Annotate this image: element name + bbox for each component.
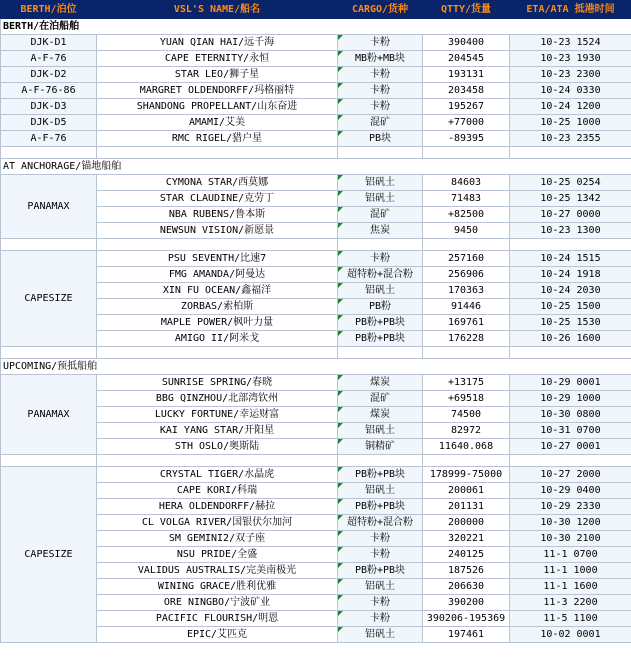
cargo-cell: PB粉+PB块 — [338, 331, 423, 347]
qty-cell: 240125 — [423, 547, 510, 563]
qty-cell: 82972 — [423, 423, 510, 439]
vessel-cell: RMC RIGEL/猎户星 — [97, 131, 338, 147]
berth-cell: A-F-76-86 — [1, 83, 97, 99]
cargo-cell: 混矿 — [338, 115, 423, 131]
berth-cell: DJK-D1 — [1, 35, 97, 51]
table-row — [1, 51, 631, 67]
qty-cell: 390206-195369 — [423, 611, 510, 627]
cargo-cell: PB粉+PB块 — [338, 315, 423, 331]
cargo-cell: MB粉+MB块 — [338, 51, 423, 67]
category-label: PANAMAX — [1, 375, 97, 455]
eta-cell: 11-1 1600 — [510, 579, 631, 595]
eta-cell: 10-25 1530 — [510, 315, 631, 331]
eta-cell: 10-29 0400 — [510, 483, 631, 499]
cargo-cell: 混矿 — [338, 391, 423, 407]
cargo-cell: 卡粉 — [338, 595, 423, 611]
cargo-cell: 卡粉 — [338, 99, 423, 115]
vessel-cell: SUNRISE SPRING/春晓 — [97, 375, 338, 391]
qty-cell: 257160 — [423, 251, 510, 267]
vessel-cell: XIN FU OCEAN/鑫福洋 — [97, 283, 338, 299]
empty-cell — [338, 147, 423, 159]
qty-cell: 390400 — [423, 35, 510, 51]
qty-cell: 203458 — [423, 83, 510, 99]
section-berth-row — [1, 19, 631, 35]
header-berth: BERTH/泊位 — [1, 1, 97, 19]
cargo-cell: 铝矾土 — [338, 283, 423, 299]
qty-cell: 71483 — [423, 191, 510, 207]
vessel-cell: ORE NINGBO/宁波矿业 — [97, 595, 338, 611]
eta-cell: 10-23 1930 — [510, 51, 631, 67]
vessel-cell: ZORBAS/索柏斯 — [97, 299, 338, 315]
category-label: CAPESIZE — [1, 467, 97, 643]
vessel-cell: NBA RUBENS/鲁本斯 — [97, 207, 338, 223]
eta-cell: 10-29 2330 — [510, 499, 631, 515]
cargo-cell: 卡粉 — [338, 251, 423, 267]
vessel-cell: LUCKY FORTUNE/幸运财富 — [97, 407, 338, 423]
cargo-cell: 卡粉 — [338, 547, 423, 563]
cargo-cell: PB粉+PB块 — [338, 467, 423, 483]
qty-cell: 390200 — [423, 595, 510, 611]
section-anchorage-title: AT ANCHORAGE/锚地船舶 — [1, 159, 631, 175]
header-row — [1, 1, 631, 19]
cargo-cell: PB粉 — [338, 299, 423, 315]
section-upcoming-row — [1, 359, 631, 375]
category-label: CAPESIZE — [1, 251, 97, 347]
section-upcoming-title: UPCOMING/预抵船舶 — [1, 359, 631, 375]
header-vessel: VSL'S NAME/船名 — [97, 1, 338, 19]
empty-cell — [97, 239, 338, 251]
empty-cell — [97, 347, 338, 359]
eta-cell: 10-23 1300 — [510, 223, 631, 239]
empty-cell — [338, 347, 423, 359]
cargo-cell: 煤炭 — [338, 407, 423, 423]
eta-cell: 10-24 2030 — [510, 283, 631, 299]
vessel-cell: MAPLE POWER/枫叶力量 — [97, 315, 338, 331]
qty-cell: 91446 — [423, 299, 510, 315]
cargo-cell: 铝矾土 — [338, 191, 423, 207]
cargo-cell: 卡粉 — [338, 67, 423, 83]
qty-cell: +69518 — [423, 391, 510, 407]
empty-cell — [97, 147, 338, 159]
vessel-cell: STH OSLO/奥斯陆 — [97, 439, 338, 455]
eta-cell: 10-26 1600 — [510, 331, 631, 347]
table-row — [1, 99, 631, 115]
vessel-cell: PSU SEVENTH/比速7 — [97, 251, 338, 267]
eta-cell: 10-24 1918 — [510, 267, 631, 283]
empty-cell — [423, 347, 510, 359]
header-eta: ETA/ATA 抵港时间 — [510, 1, 631, 19]
empty-cell — [1, 455, 97, 467]
vessel-cell: KAI YANG STAR/开阳星 — [97, 423, 338, 439]
empty-cell — [423, 147, 510, 159]
vessel-cell: SHANDONG PROPELLANT/山东奋进 — [97, 99, 338, 115]
empty-cell — [510, 147, 631, 159]
cargo-cell: 焦炭 — [338, 223, 423, 239]
eta-cell: 11-5 1100 — [510, 611, 631, 627]
cargo-cell: 超特粉+混合粉 — [338, 267, 423, 283]
vessel-cell: STAR CLAUDINE/克劳丁 — [97, 191, 338, 207]
berth-cell: A-F-76 — [1, 131, 97, 147]
eta-cell: 10-29 0001 — [510, 375, 631, 391]
empty-cell — [1, 147, 97, 159]
eta-cell: 10-30 0800 — [510, 407, 631, 423]
berth-cell: DJK-D5 — [1, 115, 97, 131]
qty-cell: 201131 — [423, 499, 510, 515]
header-cargo: CARGO/货种 — [338, 1, 423, 19]
table-row — [1, 251, 631, 267]
cargo-cell: 铝矾土 — [338, 627, 423, 643]
section-berth-title: BERTH/在泊船舶 — [1, 19, 631, 35]
empty-cell — [1, 347, 97, 359]
eta-cell: 10-25 1500 — [510, 299, 631, 315]
eta-cell: 10-30 1200 — [510, 515, 631, 531]
cargo-cell: 卡粉 — [338, 531, 423, 547]
vessel-cell: AMIGO II/阿米戈 — [97, 331, 338, 347]
vessel-cell: MARGRET OLDENDORFF/玛格丽特 — [97, 83, 338, 99]
table-row — [1, 35, 631, 51]
qty-cell: +13175 — [423, 375, 510, 391]
vessel-cell: NSU PRIDE/全盛 — [97, 547, 338, 563]
vessel-schedule-body — [1, 1, 631, 643]
eta-cell: 10-23 2355 — [510, 131, 631, 147]
eta-cell: 10-29 1000 — [510, 391, 631, 407]
table-row — [1, 115, 631, 131]
cargo-cell: 卡粉 — [338, 611, 423, 627]
berth-cell: DJK-D3 — [1, 99, 97, 115]
qty-cell: 178999-75000 — [423, 467, 510, 483]
vessel-cell: CAPE ETERNITY/永恒 — [97, 51, 338, 67]
spacer-row — [1, 455, 631, 467]
empty-cell — [1, 239, 97, 251]
vessel-cell: CL VOLGA RIVER/国银伏尔加河 — [97, 515, 338, 531]
vessel-cell: VALIDUS AUSTRALIS/完美南极光 — [97, 563, 338, 579]
eta-cell: 10-27 0000 — [510, 207, 631, 223]
cargo-cell: 铝矾土 — [338, 483, 423, 499]
table-row — [1, 467, 631, 483]
header-qty: QTTY/货量 — [423, 1, 510, 19]
qty-cell: 320221 — [423, 531, 510, 547]
qty-cell: +77000 — [423, 115, 510, 131]
vessel-cell: CRYSTAL TIGER/水晶虎 — [97, 467, 338, 483]
qty-cell: 200061 — [423, 483, 510, 499]
qty-cell: 187526 — [423, 563, 510, 579]
vessel-cell: WINING GRACE/胜利优雅 — [97, 579, 338, 595]
qty-cell: 84603 — [423, 175, 510, 191]
empty-cell — [510, 455, 631, 467]
eta-cell: 10-30 2100 — [510, 531, 631, 547]
cargo-cell: 超特粉+混合粉 — [338, 515, 423, 531]
eta-cell: 10-25 1342 — [510, 191, 631, 207]
cargo-cell: 卡粉 — [338, 83, 423, 99]
qty-cell: -89395 — [423, 131, 510, 147]
berth-cell: DJK-D2 — [1, 67, 97, 83]
table-row — [1, 67, 631, 83]
qty-cell: 195267 — [423, 99, 510, 115]
empty-cell — [423, 239, 510, 251]
qty-cell: 176228 — [423, 331, 510, 347]
table-row — [1, 375, 631, 391]
eta-cell: 10-24 0330 — [510, 83, 631, 99]
qty-cell: +82500 — [423, 207, 510, 223]
vessel-cell: PACIFIC FLOURISH/明恩 — [97, 611, 338, 627]
qty-cell: 193131 — [423, 67, 510, 83]
vessel-cell: FMG AMANDA/阿曼达 — [97, 267, 338, 283]
vessel-cell: STAR LEO/狮子星 — [97, 67, 338, 83]
vessel-cell: AMAMI/艾美 — [97, 115, 338, 131]
cargo-cell: 铝矾土 — [338, 175, 423, 191]
empty-cell — [338, 239, 423, 251]
vessel-cell: SM GEMINI2/双子座 — [97, 531, 338, 547]
cargo-cell: PB块 — [338, 131, 423, 147]
eta-cell: 10-24 1515 — [510, 251, 631, 267]
eta-cell: 11-1 0700 — [510, 547, 631, 563]
cargo-cell: 卡粉 — [338, 35, 423, 51]
cargo-cell: PB粉+PB块 — [338, 499, 423, 515]
eta-cell: 10-23 1524 — [510, 35, 631, 51]
vessel-cell: YUAN QIAN HAI/远千海 — [97, 35, 338, 51]
qty-cell: 9450 — [423, 223, 510, 239]
eta-cell: 10-23 2300 — [510, 67, 631, 83]
qty-cell: 197461 — [423, 627, 510, 643]
eta-cell: 10-24 1200 — [510, 99, 631, 115]
empty-cell — [423, 455, 510, 467]
cargo-cell: 煤炭 — [338, 375, 423, 391]
eta-cell: 10-27 0001 — [510, 439, 631, 455]
table-row — [1, 83, 631, 99]
eta-cell: 11-1 1000 — [510, 563, 631, 579]
eta-cell: 10-31 0700 — [510, 423, 631, 439]
eta-cell: 10-25 1000 — [510, 115, 631, 131]
cargo-cell: PB粉+PB块 — [338, 563, 423, 579]
qty-cell: 206630 — [423, 579, 510, 595]
empty-cell — [510, 239, 631, 251]
qty-cell: 11640.068 — [423, 439, 510, 455]
table-row — [1, 131, 631, 147]
empty-cell — [510, 347, 631, 359]
qty-cell: 169761 — [423, 315, 510, 331]
cargo-cell: 铜精矿 — [338, 439, 423, 455]
vessel-cell: CAPE KORI/科瑞 — [97, 483, 338, 499]
vessel-cell: HERA OLDENDORFF/赫拉 — [97, 499, 338, 515]
cargo-cell: 铝矾土 — [338, 423, 423, 439]
empty-cell — [338, 455, 423, 467]
eta-cell: 10-27 2000 — [510, 467, 631, 483]
section-anchorage-row — [1, 159, 631, 175]
spacer-row — [1, 147, 631, 159]
vessel-cell: CYMONA STAR/西莫娜 — [97, 175, 338, 191]
qty-cell: 170363 — [423, 283, 510, 299]
eta-cell: 10-02 0001 — [510, 627, 631, 643]
vessel-cell: EPIC/艾匹克 — [97, 627, 338, 643]
cargo-cell: 铝矾土 — [338, 579, 423, 595]
spacer-row — [1, 239, 631, 251]
cargo-cell: 混矿 — [338, 207, 423, 223]
vessel-cell: BBG QINZHOU/北部湾钦州 — [97, 391, 338, 407]
eta-cell: 10-25 0254 — [510, 175, 631, 191]
qty-cell: 200000 — [423, 515, 510, 531]
spacer-row — [1, 347, 631, 359]
empty-cell — [97, 455, 338, 467]
vessel-cell: NEWSUN VISION/新愿景 — [97, 223, 338, 239]
qty-cell: 74500 — [423, 407, 510, 423]
qty-cell: 204545 — [423, 51, 510, 67]
qty-cell: 256906 — [423, 267, 510, 283]
eta-cell: 11-3 2200 — [510, 595, 631, 611]
berth-cell: A-F-76 — [1, 51, 97, 67]
table-row — [1, 175, 631, 191]
category-label: PANAMAX — [1, 175, 97, 239]
